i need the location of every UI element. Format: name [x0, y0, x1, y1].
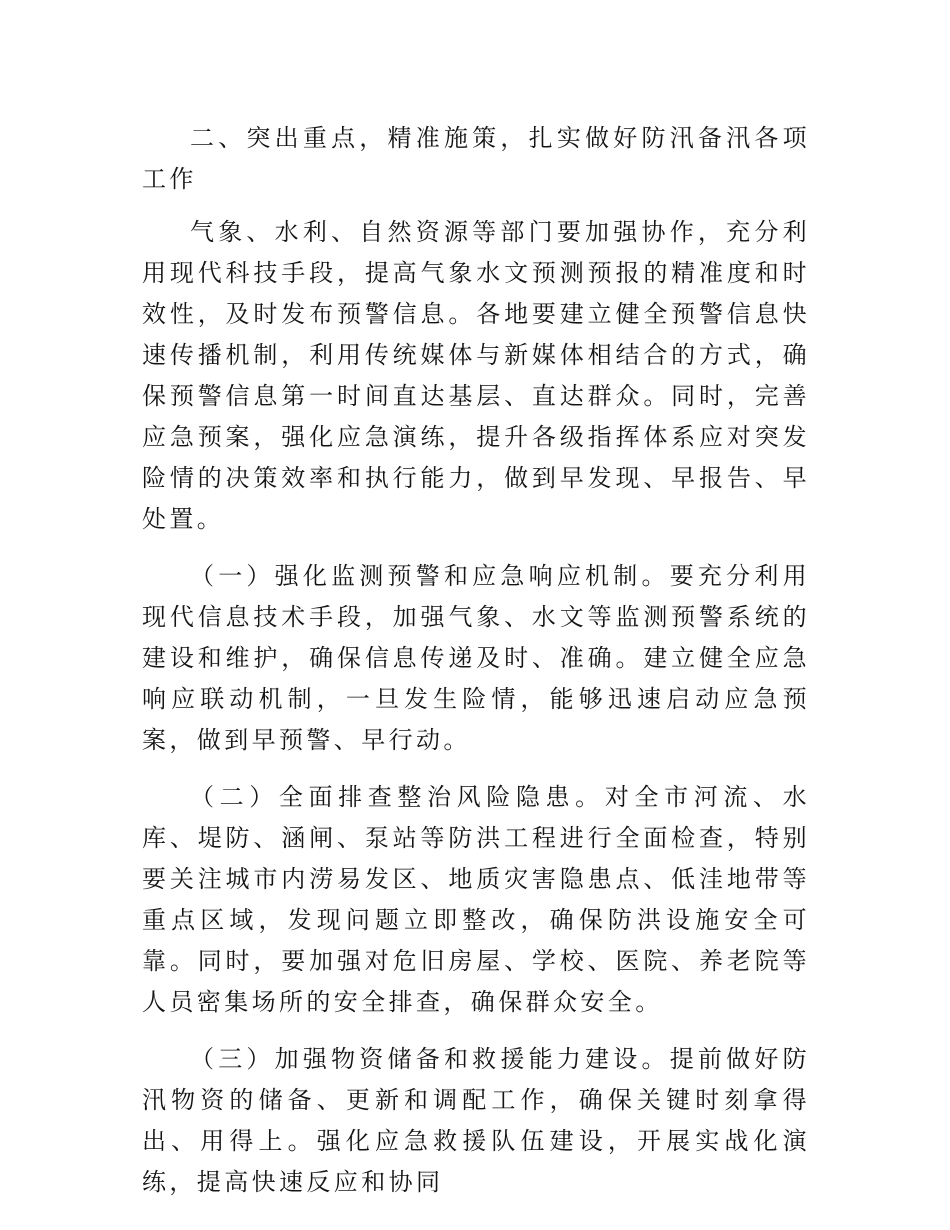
paragraph-item-1: （一）强化监测预警和应急响应机制。要充分利用现代信息技术手段，加强气象、水文等监测预警系统的建设和维护，确保信息传递及时、准确。建立健全应急响应联动机制，一旦发生险情，能够迅速启动应急预案，做到早预警、早行动。	[142, 562, 810, 754]
document-body	[142, 118, 810, 1219]
paragraph-item-2: （二）全面排查整治风险隐患。对全市河流、水库、堤防、涵闸、泵站等防洪工程进行全面检查，特别要关注城市内涝易发区、地质灾害隐患点、低洼地带等重点区域，发现问题立即整改，确保防洪设施安全可靠。同时，要加强对危旧房屋、学校、医院、养老院等人员密集场所的安全排查，确保群众安全。	[142, 783, 810, 1016]
paragraph-item-3: （三）加强物资储备和救援能力建设。提前做好防汛物资的储备、更新和调配工作，确保关键时刻拿得出、用得上。强化应急救援队伍建设，开展实战化演练，提高快速反应和协同	[142, 1045, 810, 1196]
paragraph-intro: 气象、水利、自然资源等部门要加强协作，充分利用现代科技手段，提高气象水文预测预报的精准度和时效性，及时发布预警信息。各地要建立健全预警信息快速传播机制，利用传统媒体与新媒体相结合的方式，确保预警信息第一时间直达基层、直达群众。同时，完善应急预案，强化应急演练，提升各级指挥体系应对突发险情的决策效率和执行能力，做到早发现、早报告、早处置。	[142, 218, 810, 533]
section-heading: 二、突出重点，精准施策，扎实做好防汛备汛各项工作	[142, 124, 810, 193]
